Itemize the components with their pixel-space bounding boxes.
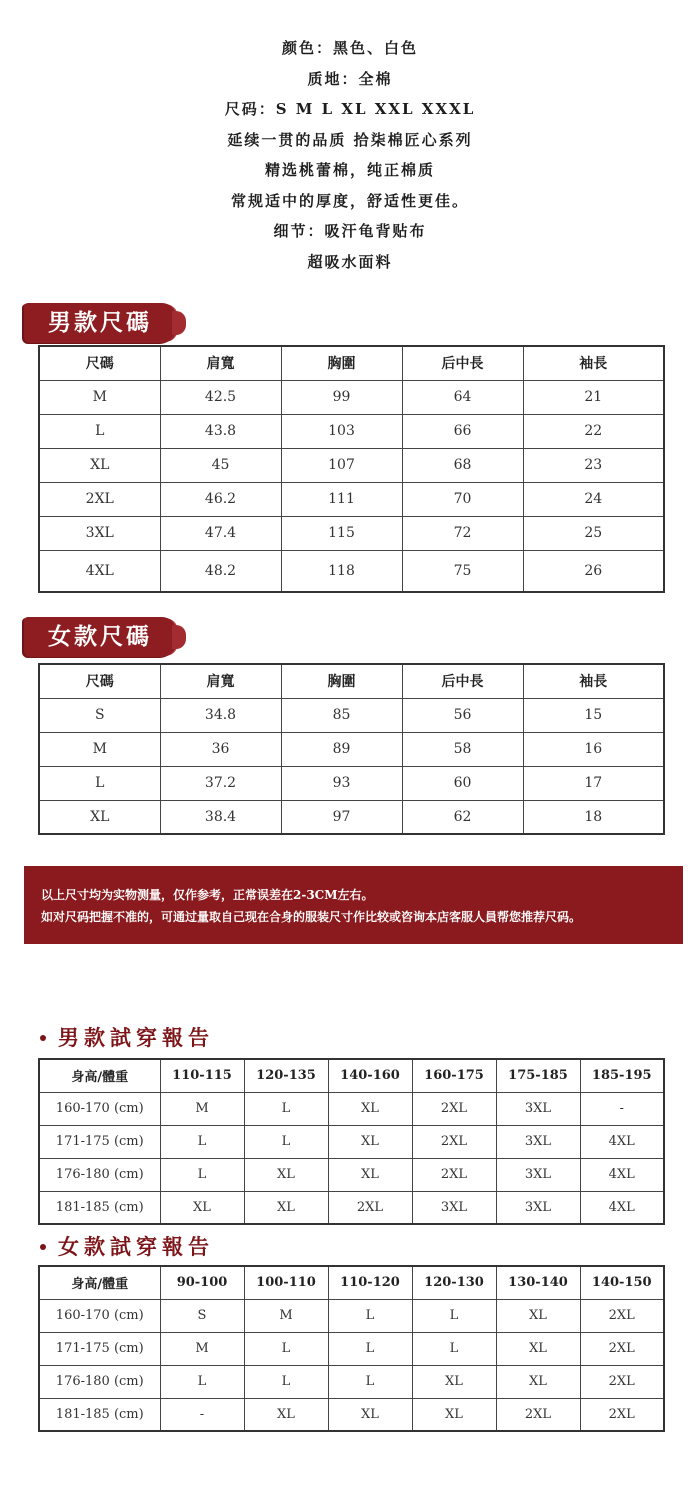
table-row <box>39 1158 664 1191</box>
table-cell: XL <box>328 1158 412 1191</box>
table-header-row <box>39 1059 664 1092</box>
table-cell: L <box>244 1092 328 1125</box>
table-row <box>39 482 664 516</box>
table-row <box>39 1125 664 1158</box>
table-row <box>39 1092 664 1125</box>
table-cell: 171-175 (cm) <box>39 1332 160 1365</box>
table-cell: 93 <box>281 766 402 800</box>
table-row <box>39 414 664 448</box>
table-cell: XL <box>328 1398 412 1431</box>
table-cell: 68 <box>402 448 523 482</box>
table-cell: 24 <box>523 482 664 516</box>
table-row <box>39 1332 664 1365</box>
intro-cotton: 精选桃蕾棉，纯正棉质 <box>264 161 435 179</box>
table-cell: 2XL <box>580 1332 664 1365</box>
women-size-banner: 女款尺碼 <box>24 617 176 657</box>
table-cell: S <box>39 698 160 732</box>
table-cell: 2XL <box>412 1125 496 1158</box>
header-cell: 130-140 <box>496 1266 580 1299</box>
table-row <box>39 1398 664 1431</box>
table-cell: 43.8 <box>160 414 281 448</box>
table-cell: 62 <box>402 800 523 834</box>
header-cell: 185-195 <box>580 1059 664 1092</box>
note-line-2: 如对尺码把握不准的，可通过量取自己现在合身的服装尺寸作比较或咨询本店客服人員帮您推荐尺码。 <box>41 910 582 924</box>
table-cell: XL <box>39 800 160 834</box>
table-cell: L <box>328 1332 412 1365</box>
header-cell: 100-110 <box>244 1266 328 1299</box>
table-cell: XL <box>412 1398 496 1431</box>
table-cell: XL <box>328 1125 412 1158</box>
table-cell: 47.4 <box>160 516 281 550</box>
table-cell: L <box>160 1125 244 1158</box>
table-row <box>39 1191 664 1224</box>
header-cell: 175-185 <box>496 1059 580 1092</box>
bullet-dot-icon <box>40 1244 46 1250</box>
table-cell: 111 <box>281 482 402 516</box>
table-cell: 22 <box>523 414 664 448</box>
table-cell: XL <box>496 1299 580 1332</box>
table-cell: L <box>160 1158 244 1191</box>
intro-fabric: 超吸水面料 <box>307 252 393 271</box>
header-cell: 90-100 <box>160 1266 244 1299</box>
table-cell: XL <box>39 448 160 482</box>
table-cell: 160-170 (cm) <box>39 1092 160 1125</box>
table-cell: L <box>244 1332 328 1365</box>
product-intro <box>0 33 700 277</box>
table-cell: 3XL <box>496 1125 580 1158</box>
table-cell: 2XL <box>580 1299 664 1332</box>
intro-thickness: 常规适中的厚度，舒适性更佳。 <box>230 191 469 210</box>
table-cell: 181-185 (cm) <box>39 1191 160 1224</box>
table-cell: M <box>160 1092 244 1125</box>
table-cell: 70 <box>402 482 523 516</box>
table-cell: 176-180 (cm) <box>39 1365 160 1398</box>
table-cell: L <box>328 1299 412 1332</box>
table-cell: 66 <box>402 414 523 448</box>
intro-color: 颜色：黑色、白色 <box>281 39 418 57</box>
header-cell: 身高/體重 <box>39 1059 160 1092</box>
header-cell: 160-175 <box>412 1059 496 1092</box>
table-cell: 3XL <box>412 1191 496 1224</box>
table-cell: 171-175 (cm) <box>39 1125 160 1158</box>
table-cell: 60 <box>402 766 523 800</box>
table-cell: 36 <box>160 732 281 766</box>
table-cell: 37.2 <box>160 766 281 800</box>
table-cell: 3XL <box>496 1092 580 1125</box>
table-cell: 2XL <box>412 1092 496 1125</box>
table-cell: 118 <box>281 550 402 592</box>
table-row <box>39 448 664 482</box>
table-row <box>39 732 664 766</box>
header-cell: 140-150 <box>580 1266 664 1299</box>
table-cell: 21 <box>523 380 664 414</box>
table-cell: L <box>160 1365 244 1398</box>
table-cell: 2XL <box>328 1191 412 1224</box>
table-cell: - <box>160 1398 244 1431</box>
table-cell: 4XL <box>580 1125 664 1158</box>
table-cell: 38.4 <box>160 800 281 834</box>
header-cell: 140-160 <box>328 1059 412 1092</box>
table-cell: 181-185 (cm) <box>39 1398 160 1431</box>
header-cell: 胸圍 <box>281 346 402 380</box>
women-report-table <box>38 1265 665 1432</box>
intro-detail: 细节：吸汗龟背贴布 <box>273 222 427 240</box>
table-cell: 99 <box>281 380 402 414</box>
table-cell: 42.5 <box>160 380 281 414</box>
table-cell: XL <box>328 1092 412 1125</box>
table-cell: M <box>160 1332 244 1365</box>
table-cell: M <box>244 1299 328 1332</box>
men-size-banner: 男款尺碼 <box>24 303 176 343</box>
intro-material: 质地：全棉 <box>307 69 393 88</box>
table-header-row <box>39 1266 664 1299</box>
table-cell: XL <box>496 1332 580 1365</box>
men-report-title-text: 男款試穿報告 <box>58 1025 214 1050</box>
note-line-1: 以上尺寸均为实物测量，仅作参考，正常误差在2-3CM左右。 <box>41 888 374 902</box>
table-cell: 115 <box>281 516 402 550</box>
women-size-table <box>38 663 665 835</box>
header-cell: 身高/體重 <box>39 1266 160 1299</box>
table-cell: 103 <box>281 414 402 448</box>
table-cell: 3XL <box>39 516 160 550</box>
table-cell: M <box>39 380 160 414</box>
header-cell: 后中長 <box>402 346 523 380</box>
table-cell: 75 <box>402 550 523 592</box>
table-cell: 48.2 <box>160 550 281 592</box>
table-cell: 4XL <box>39 550 160 592</box>
table-cell: 3XL <box>496 1191 580 1224</box>
header-cell: 肩寬 <box>160 346 281 380</box>
table-cell: L <box>412 1332 496 1365</box>
table-row <box>39 550 664 592</box>
header-cell: 尺碼 <box>39 664 160 698</box>
table-row <box>39 1299 664 1332</box>
table-row <box>39 800 664 834</box>
men-report-table <box>38 1058 665 1225</box>
table-cell: L <box>412 1299 496 1332</box>
table-row <box>39 698 664 732</box>
table-cell: M <box>39 732 160 766</box>
table-cell: 2XL <box>580 1365 664 1398</box>
header-cell: 尺碼 <box>39 346 160 380</box>
table-cell: 107 <box>281 448 402 482</box>
men-report-title <box>38 1023 214 1053</box>
table-cell: L <box>244 1365 328 1398</box>
table-cell: 176-180 (cm) <box>39 1158 160 1191</box>
table-header-row <box>39 346 664 380</box>
table-cell: 15 <box>523 698 664 732</box>
table-cell: 46.2 <box>160 482 281 516</box>
table-cell: XL <box>412 1365 496 1398</box>
intro-series: 延续一贯的品质 拾柒棉匠心系列 <box>227 130 473 149</box>
men-size-table <box>38 345 665 593</box>
table-cell: 2XL <box>496 1398 580 1431</box>
table-cell: 2XL <box>580 1398 664 1431</box>
table-row <box>39 380 664 414</box>
table-cell: 2XL <box>39 482 160 516</box>
header-cell: 120-135 <box>244 1059 328 1092</box>
table-cell: XL <box>244 1398 328 1431</box>
table-header-row <box>39 664 664 698</box>
table-cell: 2XL <box>412 1158 496 1191</box>
table-cell: 160-170 (cm) <box>39 1299 160 1332</box>
table-cell: 23 <box>523 448 664 482</box>
table-cell: 72 <box>402 516 523 550</box>
table-cell: 56 <box>402 698 523 732</box>
table-cell: 18 <box>523 800 664 834</box>
table-cell: 26 <box>523 550 664 592</box>
table-cell: 17 <box>523 766 664 800</box>
women-report-title-text: 女款試穿報告 <box>58 1234 214 1259</box>
table-cell: L <box>328 1365 412 1398</box>
table-cell: 16 <box>523 732 664 766</box>
intro-sizes: 尺码：S M L XL XXL XXXL <box>224 100 476 118</box>
table-cell: 4XL <box>580 1158 664 1191</box>
table-cell: S <box>160 1299 244 1332</box>
size-note-banner <box>24 866 683 944</box>
header-cell: 110-115 <box>160 1059 244 1092</box>
table-cell: 25 <box>523 516 664 550</box>
table-cell: L <box>39 414 160 448</box>
header-cell: 肩寬 <box>160 664 281 698</box>
table-cell: 34.8 <box>160 698 281 732</box>
header-cell: 袖長 <box>523 346 664 380</box>
table-cell: 89 <box>281 732 402 766</box>
table-cell: 64 <box>402 380 523 414</box>
table-row <box>39 1365 664 1398</box>
header-cell: 袖長 <box>523 664 664 698</box>
women-report-title <box>38 1232 214 1262</box>
table-cell: 58 <box>402 732 523 766</box>
bullet-dot-icon <box>40 1035 46 1041</box>
header-cell: 110-120 <box>328 1266 412 1299</box>
header-cell: 胸圍 <box>281 664 402 698</box>
table-cell: XL <box>244 1158 328 1191</box>
header-cell: 120-130 <box>412 1266 496 1299</box>
table-cell: 4XL <box>580 1191 664 1224</box>
table-cell: XL <box>244 1191 328 1224</box>
table-cell: XL <box>496 1365 580 1398</box>
table-row <box>39 516 664 550</box>
table-cell: L <box>244 1125 328 1158</box>
table-cell: 45 <box>160 448 281 482</box>
table-cell: 3XL <box>496 1158 580 1191</box>
header-cell: 后中長 <box>402 664 523 698</box>
table-row <box>39 766 664 800</box>
table-cell: L <box>39 766 160 800</box>
table-cell: 97 <box>281 800 402 834</box>
table-cell: XL <box>160 1191 244 1224</box>
table-cell: - <box>580 1092 664 1125</box>
table-cell: 85 <box>281 698 402 732</box>
